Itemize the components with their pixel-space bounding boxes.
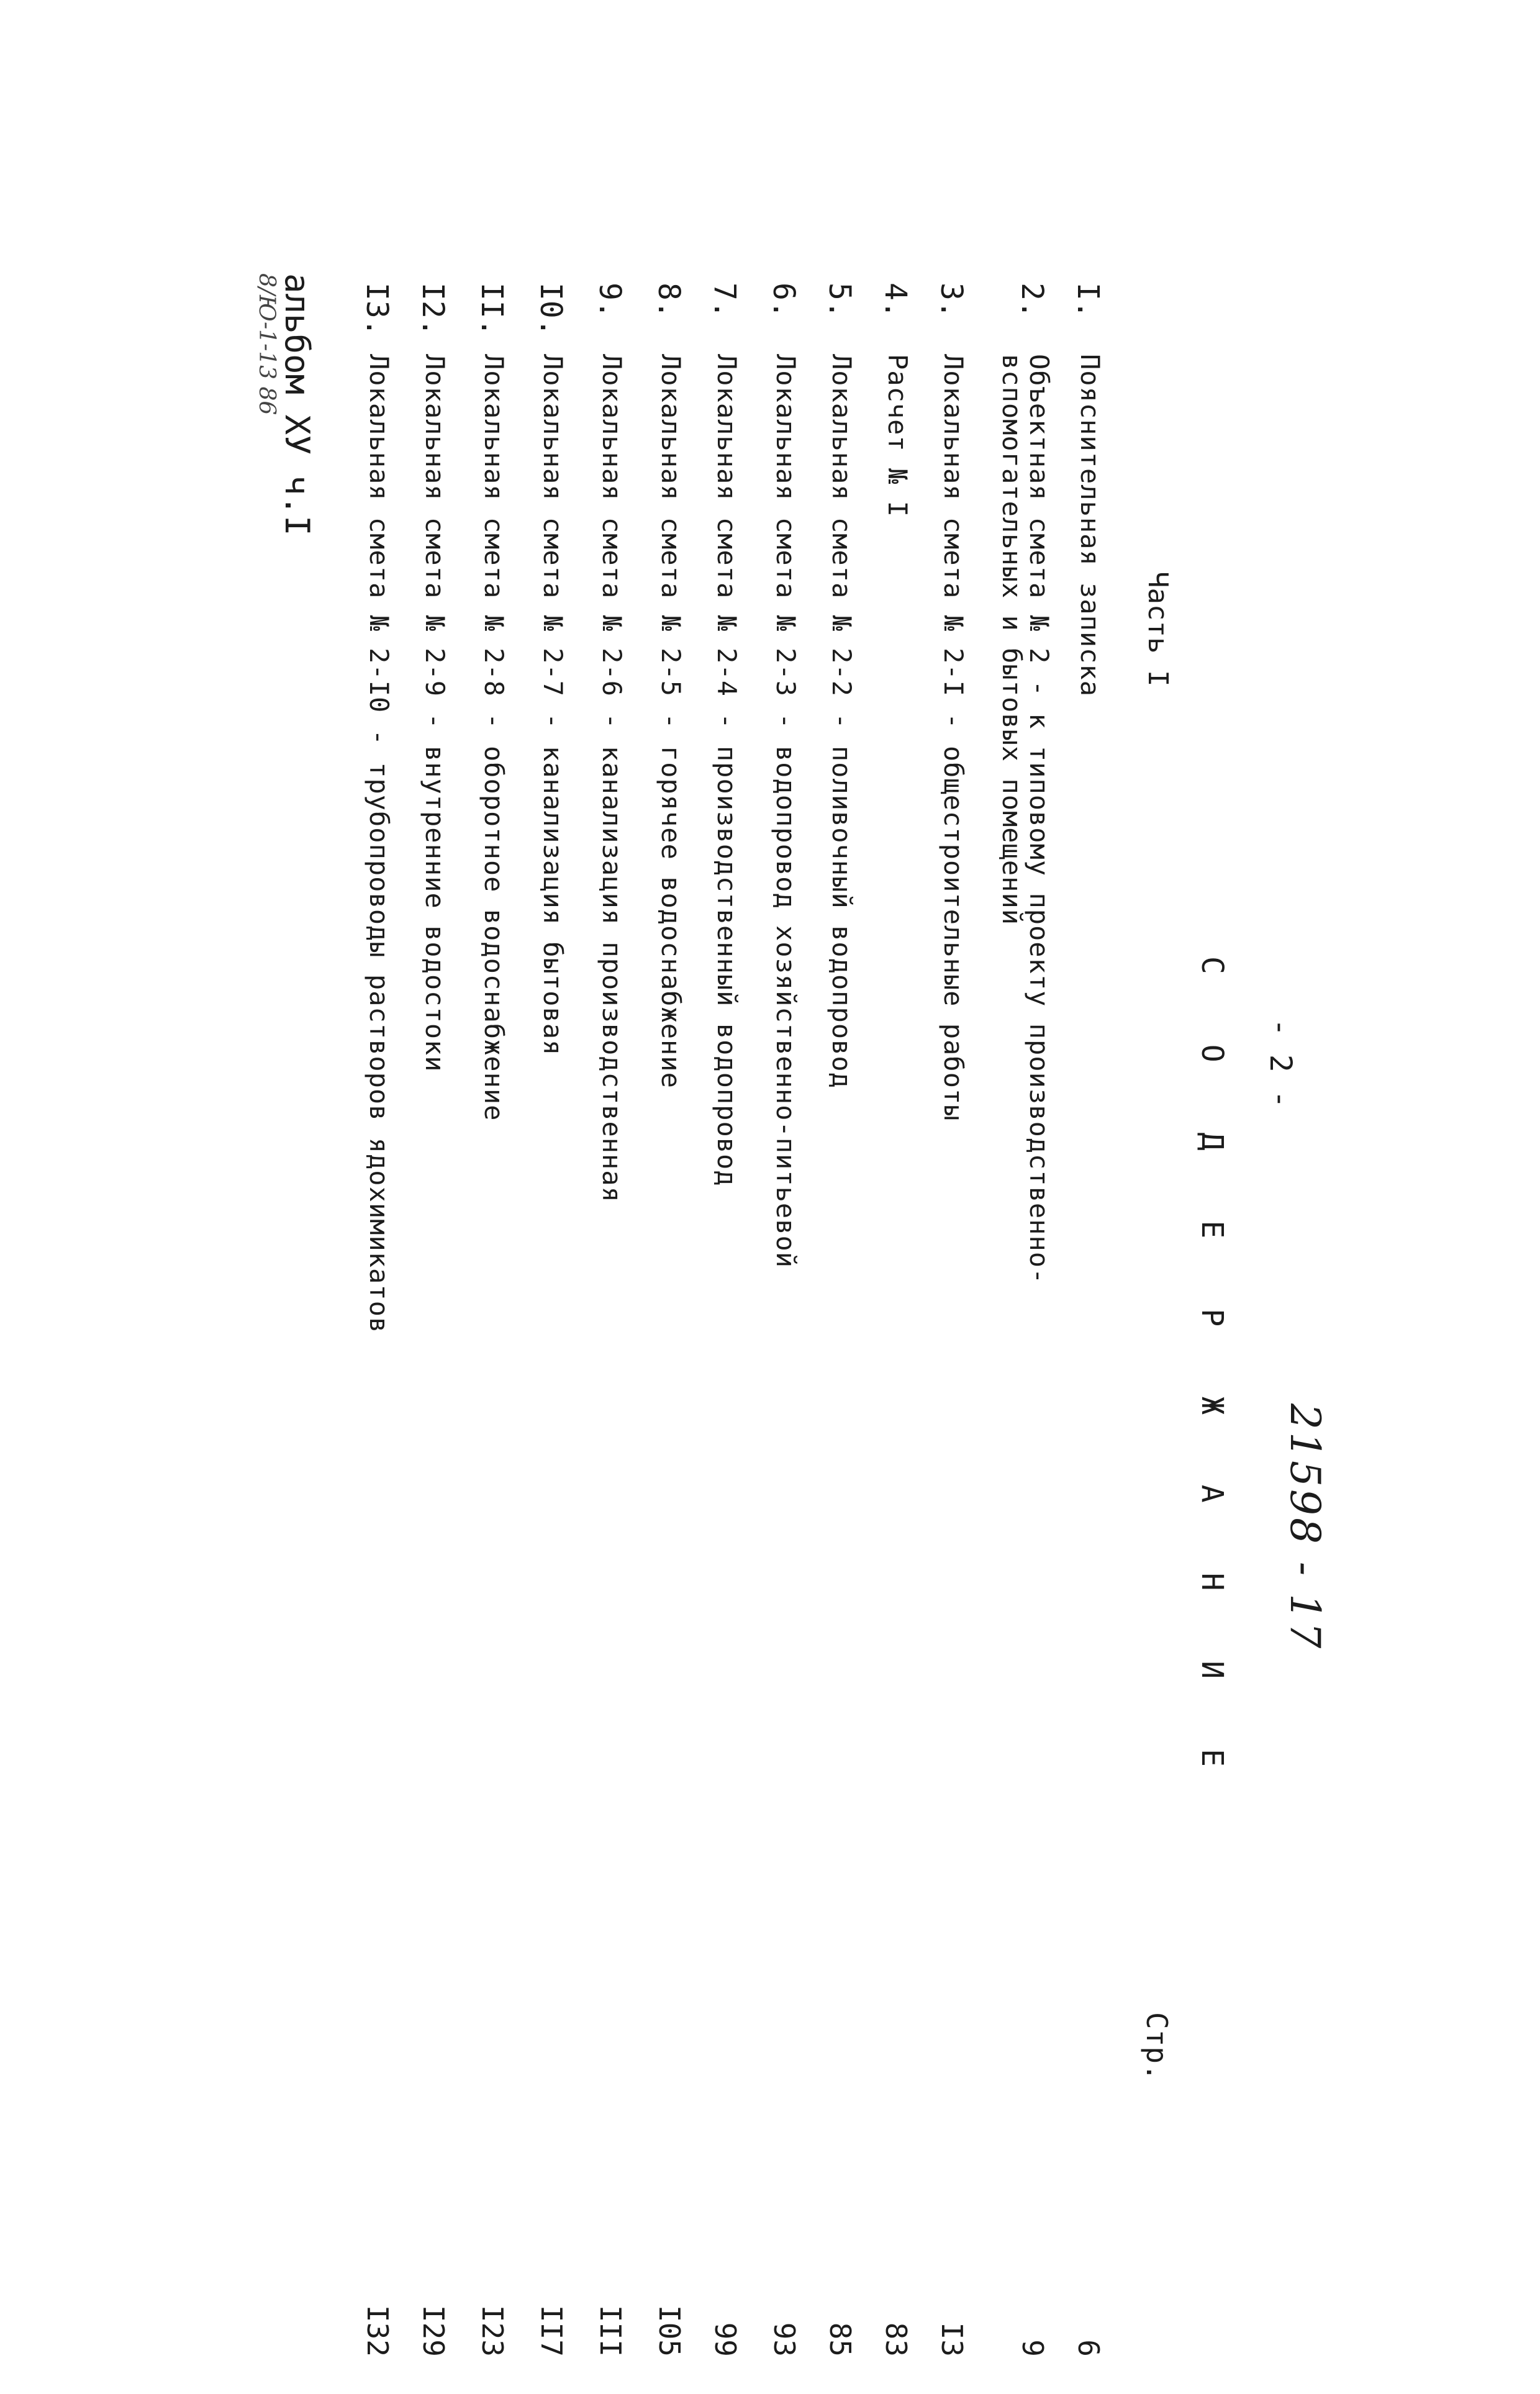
toc-item-number: I0. (533, 283, 568, 337)
toc-item-page: I23 (476, 2305, 509, 2357)
toc-row (705, 283, 742, 2394)
toc-item-title: Локальная смета № 2-9 - внутренние водостоки (420, 354, 450, 1072)
toc-item-title: Локальная смета № 2-I - общестроительные работы (938, 354, 969, 1122)
toc-item-number: 2. (1015, 283, 1049, 319)
page-number: - 2 - (1263, 1018, 1298, 1109)
toc-item-page: 83 (879, 2322, 913, 2357)
toc-item-title: Локальная смета № 2-6 - канализация производственная (597, 354, 627, 1203)
toc-item-number: II. (474, 283, 509, 337)
toc-item-page: I3 (935, 2322, 969, 2357)
toc-item-page: II7 (535, 2305, 568, 2357)
toc-row (764, 283, 801, 2394)
album-label: альбом XУ ч.I (278, 273, 317, 536)
toc-item-title: Локальная смета № 2-I0 - трубопроводы растворов ядохимикатов (364, 354, 394, 1334)
handwritten-code: 21598 - 17 (1281, 1403, 1329, 1651)
toc-item-number: 6. (766, 283, 801, 319)
toc-item-title: Локальная смета № 2-4 - производственный водопровод (712, 354, 742, 1187)
toc-item-page: 6 (1072, 2339, 1105, 2357)
album-hand-note: 8/Ю-1-13 86 (254, 273, 279, 415)
toc-item-page: 9 (1016, 2339, 1049, 2357)
page-column-header: Стр. (1140, 2012, 1174, 2081)
part-label: Часть I (1142, 571, 1174, 687)
toc-item-page: III (594, 2305, 627, 2357)
toc-row (997, 283, 1054, 2394)
toc-item-title: Локальная смета № 2-3 - водопровод хозяйственно-питьевой (771, 354, 801, 1269)
toc-item-number: I2. (415, 283, 450, 337)
toc-row (472, 283, 509, 2394)
toc-row (413, 283, 450, 2394)
toc-item-page: 99 (709, 2322, 742, 2357)
toc-row (531, 283, 568, 2394)
toc-item-title: Локальная смета № 2-7 - канализация бытовая (538, 354, 568, 1056)
toc-item-title: Локальная смета № 2-8 - оборотное водоснабжение (479, 354, 509, 1122)
toc-item-number: 7. (707, 283, 742, 319)
toc-row (649, 283, 686, 2394)
toc-item-title: Локальная смета № 2-5 - горячее водоснабжение (656, 354, 686, 1089)
toc-item-page: I05 (653, 2305, 686, 2357)
toc-row (876, 283, 913, 2394)
toc-item-title: Объектная смета № 2 - к типовому проекту производственно- (1024, 354, 1054, 1285)
toc-row (1068, 283, 1105, 2394)
toc-item-page: 85 (823, 2322, 857, 2357)
toc-row (590, 283, 627, 2394)
toc-item-number: 4. (878, 283, 913, 319)
toc-item-number: 8. (651, 283, 686, 319)
toc-item-page: I29 (417, 2305, 450, 2357)
toc-item-number: 5. (822, 283, 857, 319)
toc-item-number: I. (1071, 283, 1105, 319)
toc-row (820, 283, 857, 2394)
toc-item-number: I3. (360, 283, 394, 337)
toc-item-page: 93 (768, 2322, 801, 2357)
toc-item-title: Пояснительная записка (1075, 354, 1105, 697)
toc-item-number: 9. (592, 283, 627, 319)
toc-item-title: Локальная смета № 2-2 - поливочный водопровод (827, 354, 857, 1089)
toc-row (931, 283, 969, 2394)
toc-item-page: I32 (361, 2305, 394, 2357)
toc-item-title: Расчет № I (882, 354, 913, 517)
document-title: С О Д Е Р Ж А Н И Е (1195, 956, 1230, 1793)
toc-row (357, 283, 394, 2394)
toc-item-number: 3. (934, 283, 969, 319)
toc-item-title-continuation: вспомогательных и бытовых помещений (997, 354, 1027, 926)
